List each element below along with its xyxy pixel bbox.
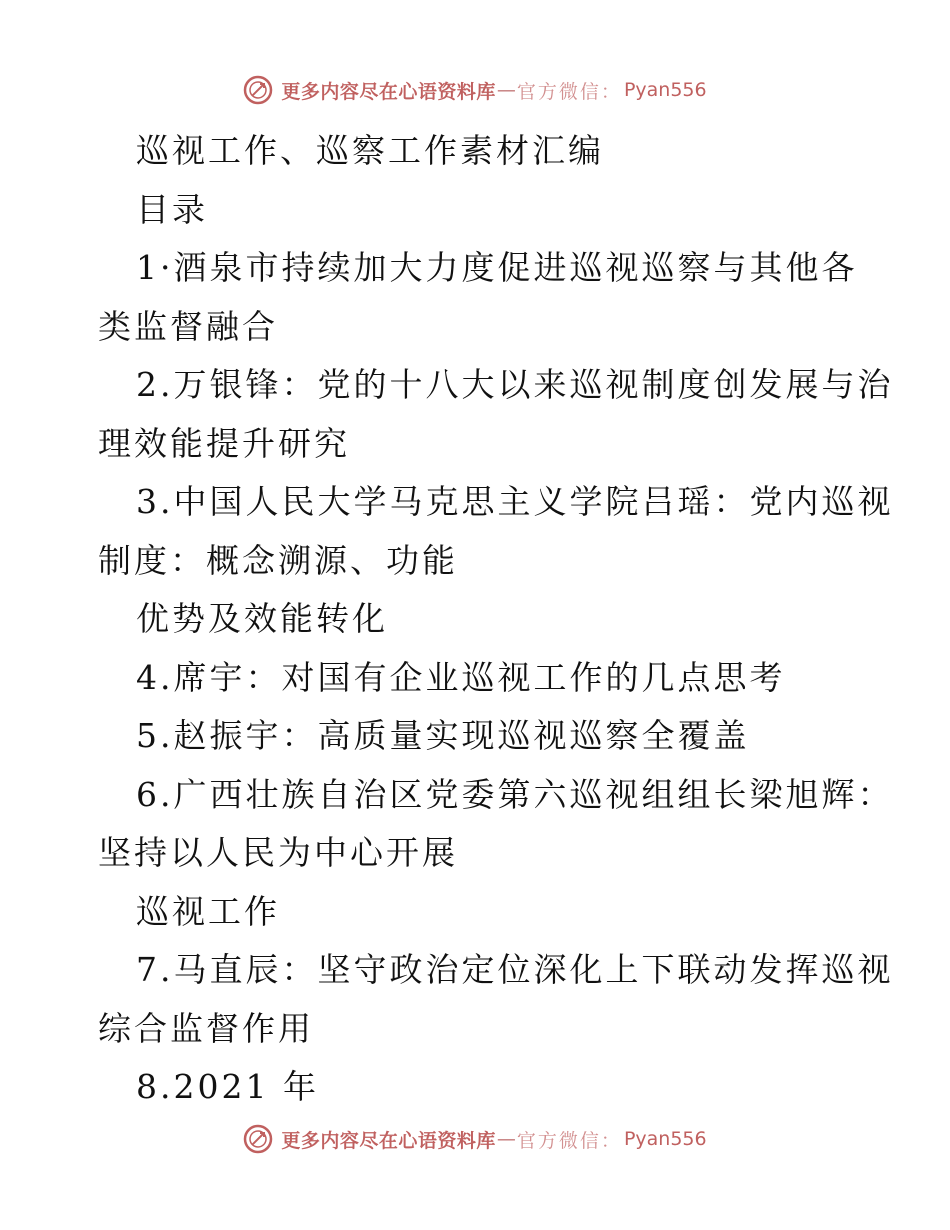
seal-logo-icon	[243, 75, 273, 105]
footer-watermark	[0, 1121, 950, 1157]
header-watermark	[0, 72, 950, 108]
toc-entry-line: 8.2021 年	[136, 1067, 319, 1106]
toc-entry-line: 坚持以人民为中心开展	[98, 833, 458, 872]
watermark-brand: 更多内容尽在心语资料库	[281, 1129, 496, 1152]
document-body	[98, 122, 894, 1117]
toc-heading: 目录	[136, 189, 208, 229]
watermark-separator: —	[496, 1128, 516, 1150]
document-title: 巡视工作、巡察工作素材汇编	[136, 131, 604, 170]
watermark-handle: Pyan556	[623, 79, 707, 101]
watermark-separator: —	[496, 79, 516, 101]
watermark-label: 官方微信：	[516, 80, 622, 103]
toc-entry-line: 3.中国人民大学马克思主义学院吕瑶：党内巡视	[136, 482, 894, 521]
toc-entry-line: 制度：概念溯源、功能	[98, 540, 458, 580]
toc-entry-line: 巡视工作	[136, 891, 280, 931]
toc-entry-line: 类监督融合	[98, 306, 278, 346]
toc-entry-line: 优势及效能转化	[136, 599, 388, 638]
toc-entry-line: 综合监督作用	[98, 1008, 314, 1048]
toc-entry-line: 6.广西壮族自治区党委第六巡视组组长梁旭辉：	[136, 774, 894, 814]
seal-logo-icon	[243, 1124, 273, 1154]
toc-entry-line: 5.赵振宇：高质量实现巡视巡察全覆盖	[136, 716, 750, 755]
watermark-handle: Pyan556	[623, 1128, 707, 1150]
watermark-label: 官方微信：	[516, 1129, 622, 1152]
toc-entry-line: 7.马直辰：坚守政治定位深化上下联动发挥巡视	[136, 950, 894, 989]
toc-entry-line: 2.万银锋：党的十八大以来巡视制度创发展与治	[136, 365, 894, 404]
toc-entry-line: 1·酒泉市持续加大力度促进巡视巡察与其他各	[136, 248, 858, 287]
watermark-brand: 更多内容尽在心语资料库	[281, 80, 496, 103]
toc-entry-line: 理效能提升研究	[98, 423, 350, 463]
toc-entry-line: 4.席宇：对国有企业巡视工作的几点思考	[136, 657, 786, 697]
